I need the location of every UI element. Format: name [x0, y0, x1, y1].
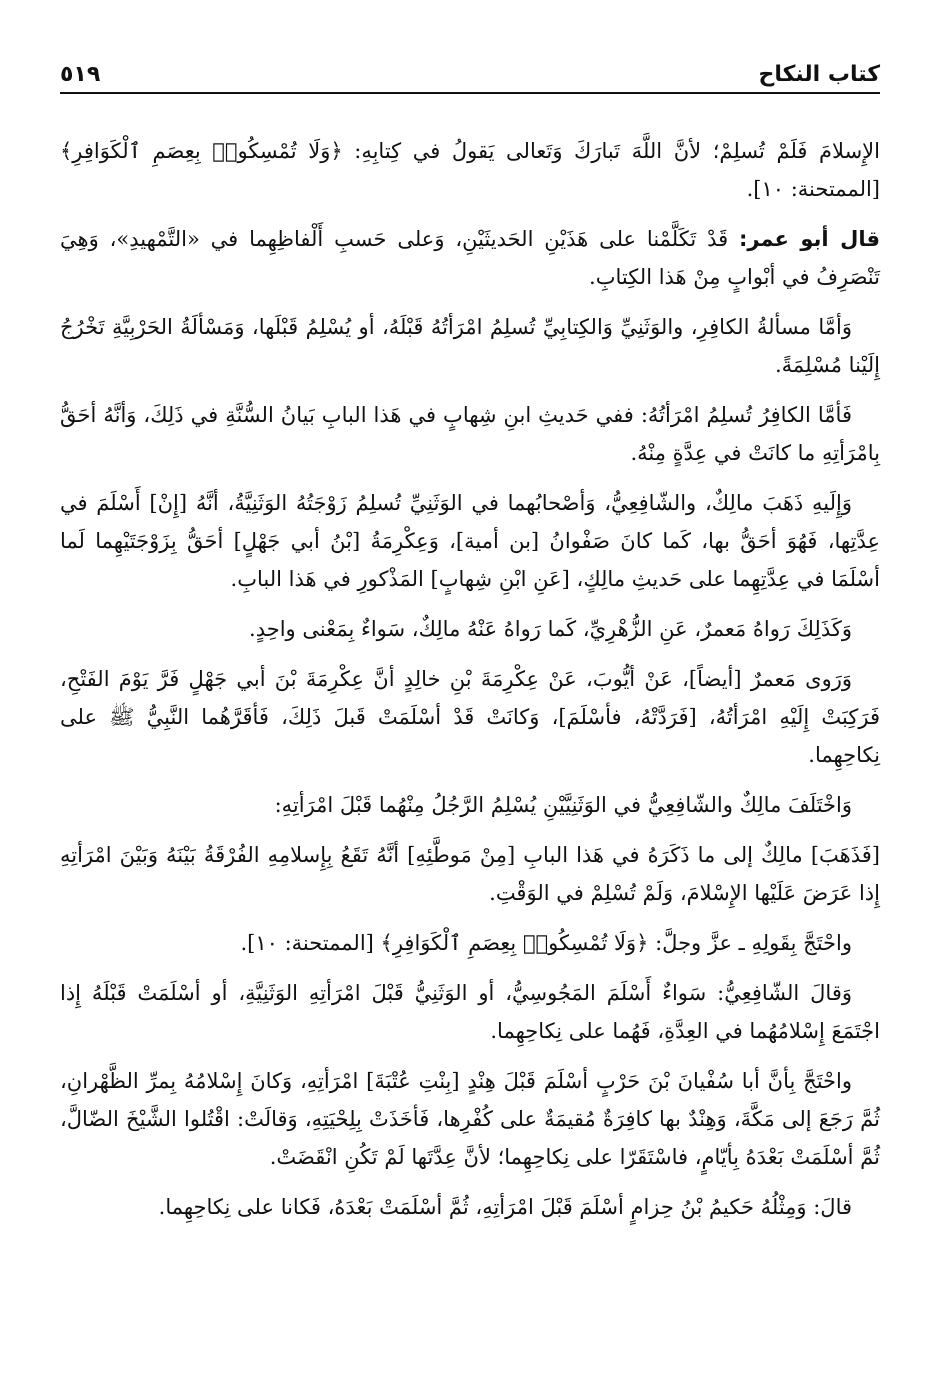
paragraph [60, 924, 880, 962]
paragraph [60, 396, 880, 472]
paragraph-text: واحْتَجَّ بِقَولِهِ ـ عزَّ وجلَّ: ﴿وَلَا تُمْسِكُوا۟ بِعِصَمِ ٱلْكَوَافِرِ﴾ [الممتحنة: ١٠]. [240, 931, 852, 955]
paragraph [60, 610, 880, 648]
paragraph-text: وَكَذَلِكَ رَواهُ مَعمرٌ، عَنِ الزُّهْرِيِّ، كَما رَواهُ عَنْهُ مالِكٌ، سَواءٌ بِمَعْنى واحِدٍ. [249, 617, 852, 641]
paragraph-text: قالَ: وَمِثْلُهُ حَكيمُ بْنُ حِزامٍ أسْلَمَ قَبْلَ امْرَأتِهِ، ثُمَّ أسْلَمَتْ بَعْدَهُ، فَكانا على نِكاحِهِما. [158, 1195, 852, 1219]
running-header [60, 52, 880, 94]
paragraph [60, 1062, 880, 1176]
paragraph [60, 836, 880, 912]
body-text [60, 132, 880, 1226]
paragraph-text: وَاخْتَلَفَ مالِكٌ والشّافِعِيُّ في الوَثَنِيَّيْنِ يُسْلِمُ الرَّجُلُ مِنْهُما قَبْلَ امْرَأتِهِ: [274, 793, 852, 817]
chapter-title: كتاب النكاح [758, 62, 880, 87]
paragraph [60, 308, 880, 384]
paragraph [60, 132, 880, 208]
paragraph [60, 1188, 880, 1226]
paragraph-text: الإِسلامَ فَلَمْ تُسلِمْ؛ لأنَّ اللَّهَ تَبارَكَ وَتَعالى يَقولُ في كِتابِهِ: ﴿وَلَا تُمْسِكُوا۟ بِعِصَمِ ٱلْكَوَافِرِ﴾ [الممتحنة: ١٠]. [60, 139, 880, 201]
paragraph-lead: قال أبو عمر: [739, 227, 880, 251]
paragraph [60, 220, 880, 296]
paragraph-text: [فَذَهَبَ] مالِكٌ إلى ما ذَكَرَهُ في هَذا البابِ [مِنْ مَوطَّئِهِ] أنَّهُ تَقَعُ بِإِسلامِهِ الفُرْقَةُ بَيْنَهُ وَبَيْنَ امْرَأتِهِ إِذا عَرَضَ عَلَيْها الإِسْلامَ، وَلَمْ تُسْلِمْ في الوَقْتِ. [60, 843, 880, 905]
page-number: ٥١٩ [60, 62, 101, 87]
paragraph-text: وَأمَّا مسألةُ الكافِرِ، والوَثَنِيِّ وَالكِتابِيِّ تُسلِمُ امْرَأتُهُ قَبْلَهُ، أو يُسْلِمُ قَبْلَها، وَمَسْألَةُ الحَرْبِيَّةِ تَخْرُجُ إِلَيْنا مُسْلِمَةً. [60, 315, 880, 377]
paragraph-text: فَأمَّا الكافِرُ تُسلِمُ امْرَأتُهُ: ففي حَديثِ ابنِ شِهابٍ في هَذا البابِ بَيانُ السُّنَّةِ في ذَلِكَ، وَأنَّهُ أحَقُّ بِامْرَأتِهِ ما كانَتْ في عِدَّةٍ مِنْهُ. [60, 403, 880, 465]
paragraph [60, 786, 880, 824]
paragraph-text: وَرَوى مَعمرٌ [أيضاً]، عَنْ أيُّوبَ، عَنْ عِكْرِمَةَ بْنِ خالِدٍ أنَّ عِكْرِمَةَ بْنَ أبي جَهْلٍ فَرَّ يَوْمَ الفَتْحِ، فَرَكِبَتْ إِلَيْهِ امْرَأتُهُ، [فَرَدَّتْهُ، فأسْلَمَ]، وَكانَتْ قَدْ أسْلَمَتْ قَبلَ ذَلِكَ، فَأقَرَّهُما النَّبِيُّ ﷺ على نِكاحِهِما. [60, 667, 880, 767]
book-page [60, 52, 880, 1382]
paragraph-text: وَقالَ الشّافِعِيُّ: سَواءٌ أَسْلَمَ المَجُوسِيُّ، أو الوَثَنِيُّ قَبْلَ امْرَأتِهِ الوَثَنِيَّةِ، أو أسْلَمَتْ قَبْلَهُ إِذا اجْتَمَعَ إِسْلامُهُما في العِدَّةِ، فَهُما على نِكاحِهِما. [60, 981, 880, 1043]
paragraph [60, 974, 880, 1050]
paragraph [60, 660, 880, 774]
paragraph-text: وَإِلَيهِ ذَهَبَ مالِكٌ، والشّافِعِيُّ، وَأصْحابُهما في الوَثَنِيِّ تُسلِمُ زَوْجَتُهُ الوَثَنِيَّةُ، أنَّهُ [إِنْ] أَسْلَمَ في عِدَّتِها، فَهُوَ أحَقُّ بها، كَما كانَ صَفْوانُ [بن أمية]، وَعِكْرِمَةُ [بْنُ أبي جَهْلٍ] أحَقُّ بِزَوْجَتَيْهِما لَما أسْلَمَا في عِدَّتِهِما على حَديثِ مالِكٍ، [عَنِ ابْنِ شِهابٍ] المَذْكورِ في هَذا البابِ. [60, 491, 880, 591]
paragraph [60, 484, 880, 598]
paragraph-text: واحْتَجَّ بِأنَّ أبا سُفْيانَ بْنَ حَرْبٍ أسْلَمَ قَبْلَ هِنْدٍ [بِنْتِ عُتْبَةَ] امْرَأتِهِ، وَكانَ إِسْلامُهُ بِمرِّ الظَّهْرانِ، ثُمَّ رَجَعَ إلى مَكَّةَ، وَهِنْدٌ بها كافِرَةٌ مُقيمَةٌ على كُفْرِها، فَأخَذَتْ بِلِحْيَتِهِ، وَقالَتْ: اقْتُلوا الشَّيْخَ الضّالَّ، ثُمَّ أسْلَمَتْ بَعْدَهُ بِأيّامٍ، فاسْتَقَرّا على نِكاحِهِما؛ لأنَّ عِدَّتَها لَمْ تَكُنِ انْقَضَتْ. [60, 1069, 880, 1169]
paragraph-text: قَدْ تَكَلَّمْنا على هَذَيْنِ الحَديثَيْنِ، وَعلى حَسبِ أَلْفاظِهِما في «التَّمْهيدِ»، وَهِيَ تَنْصَرِفُ في أبْوابٍ مِنْ هَذا الكِتابِ. [60, 227, 880, 289]
